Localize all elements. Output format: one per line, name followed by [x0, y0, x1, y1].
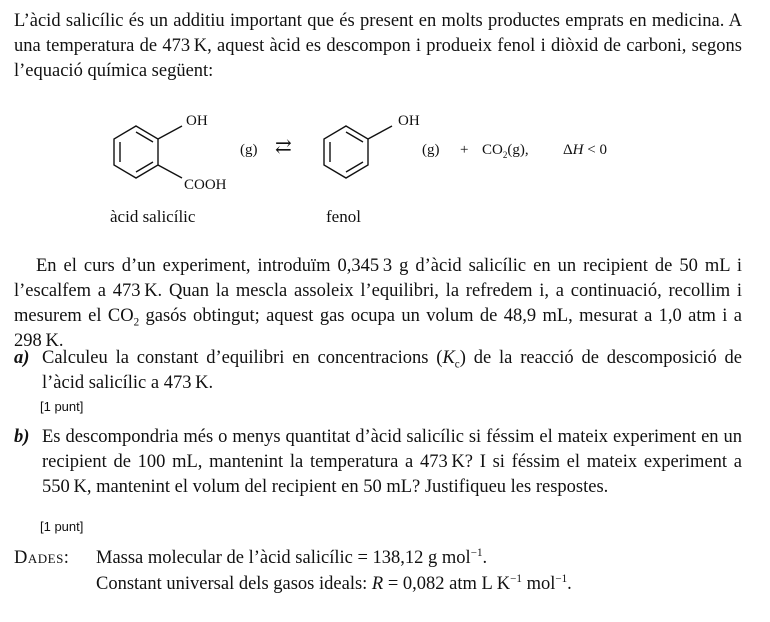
enthalpy-condition: ΔH < 0	[563, 142, 607, 158]
question-b-text: Es descompondria més o menys quantitat d’àcid salicílic si féssim el mateix experiment en un recipient de 100 mL, mantenint la temperatura a 473 K? I si féssim el mateix experiment a 550 K, mantenint el volum del recipient en 50 mL? Justifiqueu les respostes.	[42, 427, 742, 497]
reactant-name: àcid salicílic	[110, 207, 196, 226]
question-a-points: [1 punt]	[40, 399, 84, 414]
phenol-structure	[324, 126, 392, 178]
reaction-equation	[110, 108, 630, 228]
reactant-oh-label: OH	[186, 113, 208, 129]
question-a-letter: a)	[14, 348, 30, 368]
question-a-text: Calculeu la constant d’equilibri en concentracions $(K_c)$ de la reacció de descomposició de l’àcid salicílic a 473 K.	[42, 348, 743, 393]
question-b	[14, 425, 742, 500]
question-a	[14, 346, 742, 396]
data-line-2: Constant universal dels gasos ideals: R = 0,082 atm L $K^{-1}$ mol$^{-1}$.	[96, 572, 572, 594]
plus-sign: +	[460, 142, 469, 158]
co2-formula: $CO_2(g)$,	[482, 142, 529, 160]
product-name: fenol	[326, 207, 361, 226]
question-b-points: [1 punt]	[40, 519, 84, 534]
intro-paragraph: L’àcid salicílic és un additiu important que és present en molts productes emprats en medicina. A una temperatura de 473 K, aquest àcid es descompon i produeix fenol i diòxid de carboni, segons l’equació química següent:	[14, 11, 742, 81]
experiment-paragraph: En el curs d’un experiment, introduïm 0,345 3 g d’àcid salicílic en un recipient de 50 mL i l’escalfem a 473 K. Quan la mescla assoleix l’equilibri, la refredem i, a continuació, recollim i mesurem el $CO_2$ gasós obtingut; aquest gas ocupa un volum de 48,9 mL, mesurat a 1,0 atm i a 298 K.	[14, 256, 742, 351]
product-oh-label: OH	[398, 113, 420, 129]
salicylic-acid-structure	[114, 126, 182, 178]
question-b-letter: b)	[14, 427, 30, 447]
data-label: Dades:	[14, 548, 70, 568]
equilibrium-arrow: ⇄	[275, 136, 292, 158]
reactant-state: (g)	[240, 142, 258, 158]
data-line-1: Dades: Massa molecular de l’àcid salicílic = 138,12 g mol$^{-1}$.	[14, 545, 754, 571]
data-section	[14, 545, 754, 597]
reactant-cooh-label: COOH	[184, 177, 227, 193]
product-state: (g)	[422, 142, 440, 158]
